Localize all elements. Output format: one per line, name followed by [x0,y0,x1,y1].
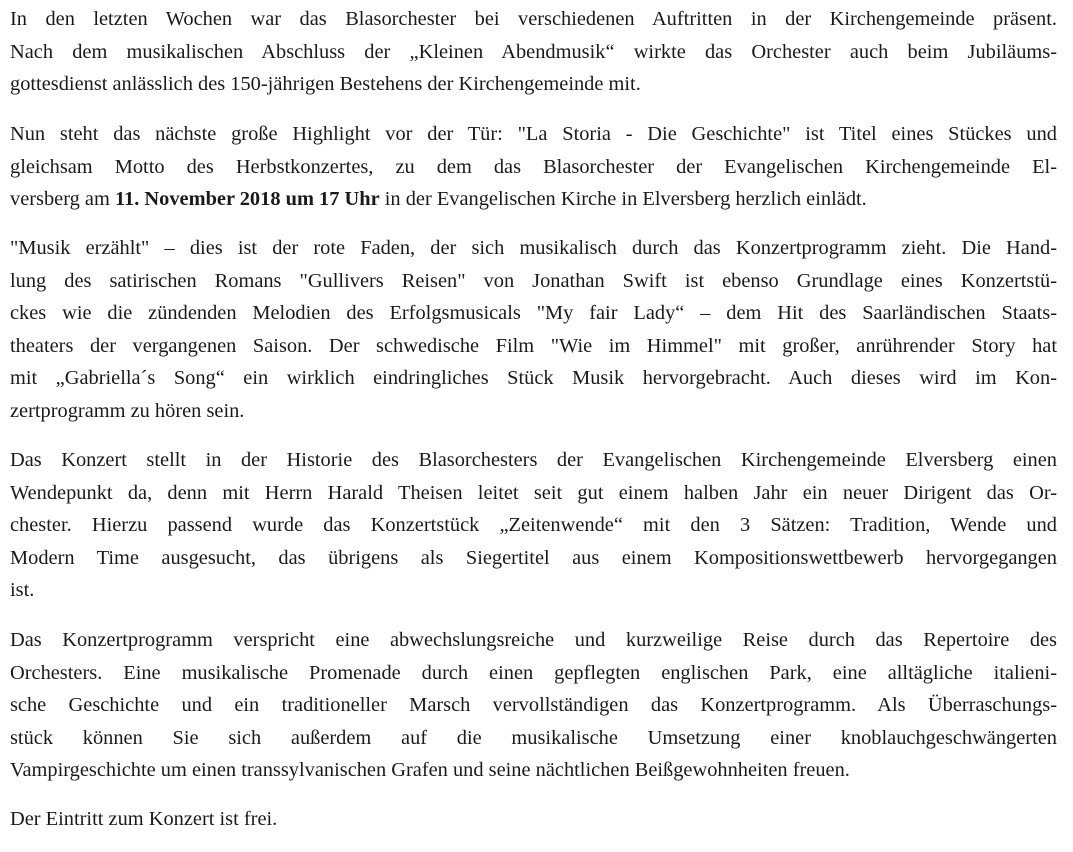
line-text: mit „Gabriella´s Song“ ein wirklich eindringliches Stück Musik hervorgebracht. Auch dieses wird im Kon- [10,367,1057,390]
line-text: Vampirgeschichte um einen transsylvanischen Grafen und seine nächtlichen Beißgewohnheiten freuen. [10,759,850,782]
text-line [10,574,1057,607]
text-line [10,542,1057,575]
paragraph-program [10,232,1057,428]
line-text: Orchesters. Eine musikalische Promenade durch einen gepflegten englischen Park, eine alltägliche italieni- [10,661,1057,684]
paragraph-admission [10,803,1057,836]
line-text: sche Geschichte und ein traditioneller Marsch vervollständigen das Konzertprogramm. Als Überraschungs- [10,694,1057,717]
text-line [10,330,1057,363]
line-text: Modern Time ausgesucht, das übrigens als Siegertitel aus einem Kompositionswettbewerb hervorgegangen [10,546,1057,569]
line-text: Der Eintritt zum Konzert ist frei. [10,808,278,830]
text-line [10,68,1057,101]
line-text: Das Konzert stellt in der Historie des Blasorchesters der Evangelischen Kirchengemeinde Elversberg einen [10,449,1057,471]
line-text: stück können Sie sich außerdem auf die musikalische Umsetzung einer knoblauchgeschwängerten [10,726,1057,749]
paragraph-intro [10,3,1057,101]
text-line [10,395,1057,428]
text-line [10,803,1057,836]
text-line [10,118,1057,151]
line-text: Nun steht das nächste große Highlight vor der Tür: "La Storia - Die Geschichte" ist Titel eines Stückes und [10,123,1057,145]
text-line [10,151,1057,184]
text-line [10,722,1057,755]
text-line [10,362,1057,395]
text-line [10,509,1057,542]
text-line [10,689,1057,722]
line-text: in der Evangelischen Kirche in Elversberg herzlich einlädt. [379,188,867,211]
line-text: versberg am [10,188,115,211]
line-text: ckes wie die zündenden Melodien des Erfolgsmusicals "My fair Lady“ – dem Hit des Saarländischen Staats- [10,302,1057,325]
line-text: theaters der vergangenen Saison. Der schwedische Film "Wie im Himmel" mit großer, anrührender Story hat [10,334,1057,357]
concert-date-highlight: 11. November 2018 um 17 Uhr [114,188,380,211]
text-line [10,477,1057,510]
text-line [10,444,1057,477]
text-line [10,3,1057,36]
text-line [10,36,1057,69]
line-text: "Musik erzählt" – dies ist der rote Faden, der sich musikalisch durch das Konzertprogramm zieht. Die Hand- [10,237,1057,259]
line-text: Nach dem musikalischen Abschluss der „Kleinen Abendmusik“ wirkte das Orchester auch beim Jubiläums- [10,40,1057,63]
line-text: Wendepunkt da, denn mit Herrn Harald Theisen leitet seit gut einem halben Jahr ein neuer Dirigent das Or- [10,481,1057,504]
text-line [10,265,1057,298]
text-line [10,754,1057,787]
line-text: chester. Hierzu passend wurde das Konzertstück „Zeitenwende“ mit den 3 Sätzen: Tradition, Wende und [10,514,1057,537]
line-text: gottesdienst anlässlich des 150-jährigen Bestehens der Kirchengemeinde mit. [10,73,641,96]
text-line [10,232,1057,265]
line-text: Das Konzertprogramm verspricht eine abwechslungsreiche und kurzweilige Reise durch das Repertoire des [10,629,1057,651]
line-text: lung des satirischen Romans "Gullivers Reisen" von Jonathan Swift ist ebenso Grundlage eines Konzertstü- [10,269,1057,292]
paragraph-history [10,444,1057,607]
line-text: zertprogramm zu hören sein. [10,399,245,422]
line-text: ist. [10,579,35,602]
text-line [10,624,1057,657]
text-line [10,297,1057,330]
line-text: gleichsam Motto des Herbstkonzertes, zu dem das Blasorchester der Evangelischen Kirchengemeinde El- [10,155,1057,178]
line-text: In den letzten Wochen war das Blasorchester bei verschiedenen Auftritten in der Kirchengemeinde präsent. [10,8,1057,30]
paragraph-repertoire [10,624,1057,787]
text-line [10,657,1057,690]
paragraph-concert-announcement [10,118,1057,216]
text-line [10,183,1057,216]
